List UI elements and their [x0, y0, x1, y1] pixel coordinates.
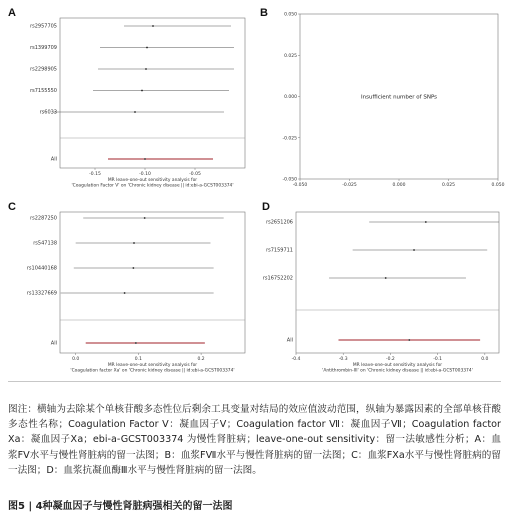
x-axis-label: 'Coagulation factor Xa' on 'Chronic kidney disease || id:ebi-a-GCST003374'	[70, 368, 235, 374]
estimate-point	[141, 90, 143, 92]
x-axis-label: 'Antithrombin-III' on 'Chronic kidney disease || id:ebi-a-GCST003374'	[322, 368, 473, 374]
x-axis-label: MR leave-one-out sensitivity analysis for	[107, 363, 198, 368]
snp-label: rs10440168	[26, 265, 57, 272]
panel-d	[256, 200, 506, 380]
estimate-point	[133, 242, 135, 244]
snp-label: rs13327669	[26, 290, 57, 297]
all-label: All	[286, 337, 293, 344]
forest-plot-d	[256, 200, 506, 380]
all-label: All	[50, 340, 57, 347]
x-tick-label: 0.0	[72, 357, 80, 362]
x-tick-label: -0.025	[342, 183, 357, 188]
snp-label: rs2957705	[30, 23, 57, 30]
x-axis-label: 'Coagulation Factor V' on 'Chronic kidney disease || id:ebi-a-GCST003374'	[71, 183, 234, 189]
y-tick-label: 0.025	[284, 53, 297, 59]
x-tick-label: -0.05	[189, 172, 201, 177]
x-tick-label: 0.1	[134, 357, 142, 362]
estimate-point	[385, 277, 387, 279]
panel-letter: B	[260, 7, 268, 19]
panel-letter: D	[262, 201, 270, 213]
estimate-point	[425, 221, 427, 223]
x-tick-label: -0.4	[291, 357, 301, 362]
insufficient-snps-message: Insufficient number of SNPs	[360, 94, 438, 101]
x-tick-label: -0.2	[386, 357, 395, 362]
snp-label: rs16752202	[262, 275, 293, 282]
estimate-point	[152, 25, 154, 27]
panel-b	[256, 6, 506, 196]
x-tick-label: -0.3	[338, 357, 348, 362]
x-tick-label: -0.1	[433, 357, 443, 362]
plot-frame	[296, 212, 499, 353]
panel-letter: C	[8, 201, 16, 213]
all-label: All	[50, 156, 57, 163]
y-tick-label: -0.025	[282, 136, 297, 142]
plot-frame	[60, 18, 245, 168]
forest-plot-c	[2, 200, 252, 380]
estimate-point	[134, 111, 136, 113]
snp-label: rs547138	[33, 240, 57, 247]
x-tick-label: 0.2	[197, 357, 205, 362]
x-tick-label: 0.000	[392, 183, 406, 188]
snp-label: rs6033	[39, 109, 57, 116]
estimate-point	[146, 47, 148, 49]
x-tick-label: 0.050	[491, 183, 505, 188]
snp-label: rs1399709	[30, 45, 57, 52]
y-tick-label: -0.050	[282, 177, 297, 183]
estimate-point	[413, 249, 415, 251]
x-tick-label: 0.025	[442, 183, 455, 188]
caption-divider	[8, 381, 501, 382]
estimate-point	[144, 217, 146, 219]
forest-plot-a	[2, 6, 252, 196]
all-estimate-point	[135, 342, 137, 344]
all-estimate-point	[144, 158, 146, 160]
snp-label: rs7159711	[266, 247, 293, 254]
estimate-point	[132, 267, 134, 269]
x-tick-label: -0.10	[139, 172, 151, 177]
figure-caption: 图注：横轴为去除某个单核苷酸多态性位后剩余工具变量对结局的效应值波动范围，纵轴为暴露因素的全部单核苷酸多态性名称；Coagulation Factor V：凝血因子Ⅴ；Coagulation factor Ⅶ：凝血因子Ⅶ；Coagulation factor Xa：凝血因子Ⅹa；ebi-a-GCST003374 为慢性肾脏病；leave-one-out sensitivity：留一法敏感性分析；A：血浆FⅤ水平与慢性肾脏病的留一法图；B：血浆FⅦ水平与慢性肾脏病的留一法图；C：血浆FⅩa水平与慢性肾脏病的留一法图；D：血浆抗凝血酶Ⅲ水平与慢性肾脏病的留一法图。	[8, 404, 501, 476]
panel-letter: A	[8, 7, 16, 19]
snp-label: rs2287250	[30, 215, 57, 222]
snp-label: rs2651206	[266, 219, 293, 226]
x-tick-label: -0.15	[89, 172, 101, 177]
x-tick-label: -0.050	[292, 183, 308, 188]
x-axis-label: MR leave-one-out sensitivity analysis for	[107, 178, 198, 183]
panel-c	[2, 200, 252, 380]
empty-plot-b	[256, 6, 506, 196]
y-tick-label: 0.000	[284, 95, 297, 101]
y-tick-label: 0.050	[284, 12, 297, 18]
snp-label: rs7155550	[30, 88, 57, 95]
plot-frame	[60, 212, 245, 353]
x-tick-label: 0.0	[481, 357, 489, 362]
snp-label: rs2298905	[30, 66, 57, 73]
figure-title: 图5 | 4种凝血因子与慢性肾脏病强相关的留一法图	[8, 501, 233, 512]
panel-a	[2, 6, 252, 196]
x-axis-label: MR leave-one-out sensitivity analysis for	[352, 363, 443, 368]
estimate-point	[124, 292, 126, 294]
all-estimate-point	[408, 339, 410, 341]
estimate-point	[145, 68, 147, 70]
